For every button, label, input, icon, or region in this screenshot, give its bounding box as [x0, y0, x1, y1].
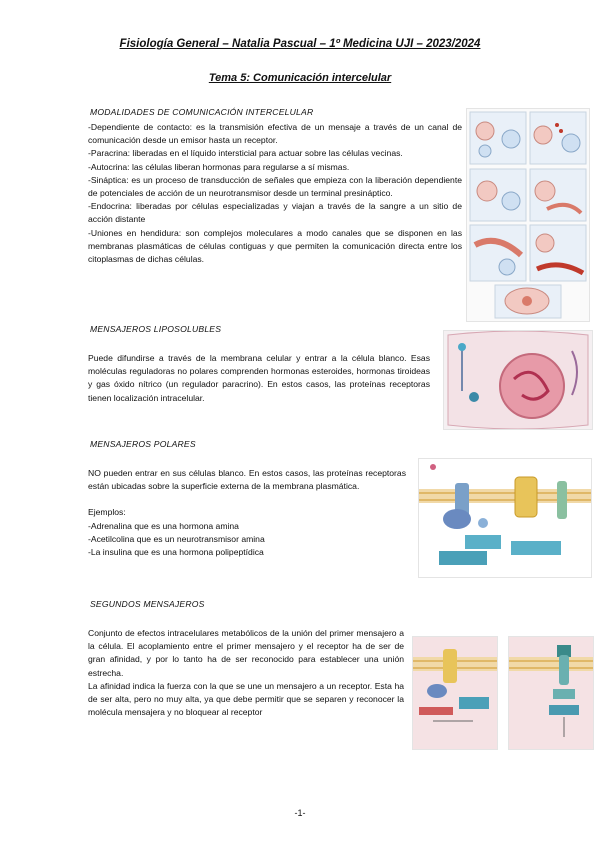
- section-title-liposolubles: MENSAJEROS LIPOSOLUBLES: [90, 324, 222, 334]
- paragraph: -Uniones en hendidura: son complejos moleculares a modo canales que se disponen en las membranas plasmáticas de células contiguas y que permiten la comunicación directa entre los citoplasmas de dichas células.: [88, 227, 462, 265]
- section-title-segundos: SEGUNDOS MENSAJEROS: [90, 599, 205, 609]
- topic-title: Tema 5: Comunicación intercelular: [208, 72, 392, 84]
- paragraph: -Sináptica: es un proceso de transducción de señales que empieza con la liberación dependiente de potenciales de acción de un neurotransmisor desde un terminal presináptico.: [88, 174, 462, 199]
- page-number: -1-: [294, 808, 306, 818]
- section-title-polares: MENSAJEROS POLARES: [90, 439, 196, 449]
- example-item: -Acetilcolina que es un neurotransmisor amina: [88, 533, 265, 544]
- paragraph: NO pueden entrar en sus células blanco. En estos casos, las proteínas receptoras están ubicadas sobre la superficie externa de la membrana plasmática.: [88, 468, 406, 492]
- figure-second-messengers-2: [508, 636, 594, 750]
- example-item: -La insulina que es una hormona polipeptídica: [88, 547, 264, 558]
- figure-polar-messengers: [418, 458, 592, 578]
- paragraph: -Autocrina: las células liberan hormonas para regularse a sí mismas.: [88, 161, 350, 172]
- figure-communication-modes: [466, 108, 590, 322]
- paragraph: -Endocrina: liberadas por células especializadas y viajan a través de la sangre a un sitio de acción distante: [88, 201, 462, 225]
- section-body-modalidades: [88, 121, 462, 266]
- section-body-segundos: [88, 627, 404, 719]
- section-title-modalidades: MODALIDADES DE COMUNICACIÓN INTERCELULAR: [90, 107, 314, 117]
- section-body-liposolubles: Puede difundirse a través de la membrana celular y entrar a la célula blanco. Esas moléculas reguladoras no polares comprenden hormonas esteroides, hormonas tiroideas y gas óxido nítrico (un regulador paracrino). En estos casos, las proteínas receptoras tienen localización intracelular.: [88, 353, 430, 403]
- figure-liposoluble-messengers: [443, 330, 593, 430]
- example-item: -Adrenalina que es una hormona amina: [88, 520, 239, 531]
- paragraph: -Dependiente de contacto: es la transmisión efectiva de un mensaje a través de un canal de comunicación desde un emisor hasta un receptor.: [88, 122, 462, 146]
- paragraph: Conjunto de efectos intracelulares metabólicos de la unión del primer mensajero a la célula. El acoplamiento entre el primer mensajero y el receptor ha de ser de gran afinidad, y por lo tanto ha de ser reconocido para establecer una unión estrecha.: [88, 628, 404, 678]
- examples-label: Ejemplos:: [88, 507, 126, 518]
- document-header: Fisiología General – Natalia Pascual – 1º Medicina UJI – 2023/2024: [119, 38, 481, 50]
- figure-second-messengers-1: [412, 636, 498, 750]
- paragraph: La afinidad indica la fuerza con la que se une un mensajero a un receptor. Esta ha de ser alta, pero no muy alta, ya que debe permitir que se separen y reconocer la molécula mensajera y no bloquear al receptor: [88, 680, 404, 718]
- section-body-polares: [88, 467, 406, 559]
- paragraph: -Paracrina: liberadas en el líquido intersticial para actuar sobre las células vecinas.: [88, 148, 403, 159]
